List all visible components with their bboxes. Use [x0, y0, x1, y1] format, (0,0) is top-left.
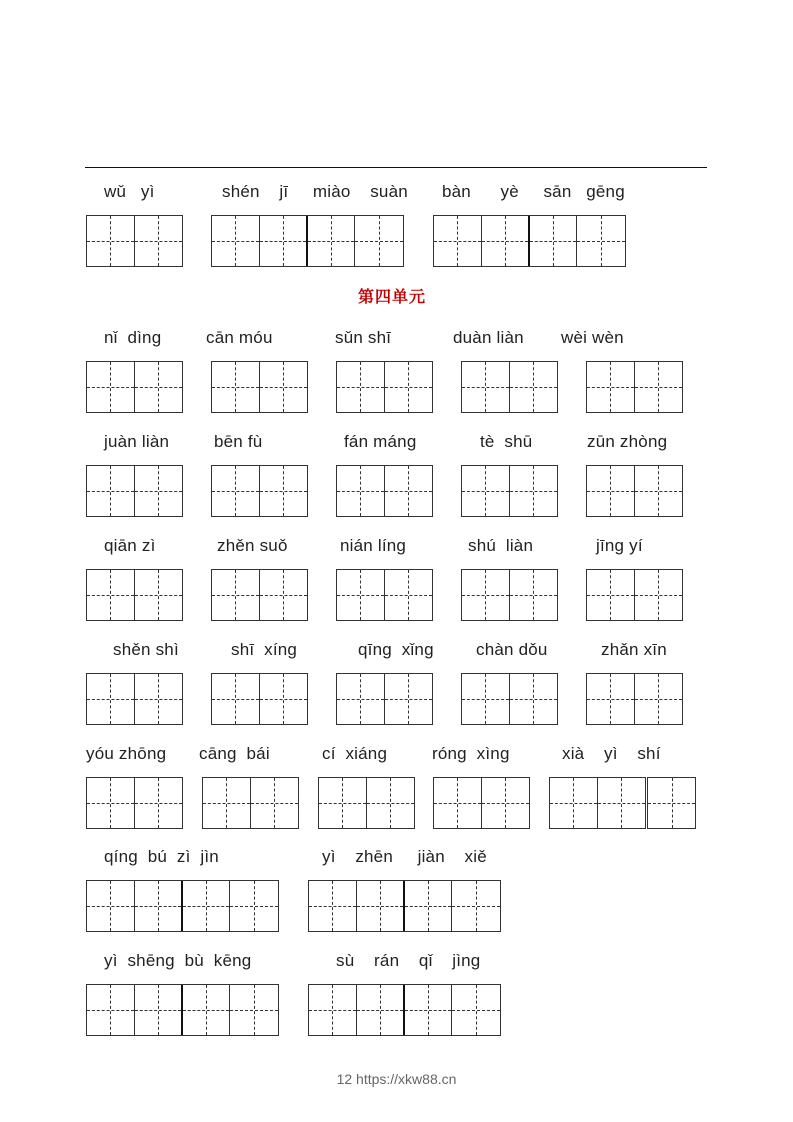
pinyin-label: xià yì shí	[562, 744, 661, 763]
writing-grid[interactable]	[461, 465, 558, 517]
tianzige-cell[interactable]	[319, 778, 367, 828]
tianzige-cell[interactable]	[385, 466, 433, 516]
tianzige-cell[interactable]	[462, 362, 510, 412]
tianzige-cell[interactable]	[135, 985, 183, 1035]
pinyin-label: fán máng	[344, 432, 417, 451]
tianzige-cell[interactable]	[337, 674, 385, 724]
tianzige-cell[interactable]	[309, 881, 357, 931]
tianzige-cell[interactable]	[587, 674, 635, 724]
tianzige-cell[interactable]	[355, 216, 403, 266]
tianzige-cell[interactable]	[405, 985, 453, 1035]
tianzige-cell[interactable]	[308, 216, 356, 266]
tianzige-cell[interactable]	[530, 216, 578, 266]
writing-grid[interactable]	[86, 465, 183, 517]
tianzige-cell[interactable]	[87, 778, 135, 828]
tianzige-cell[interactable]	[135, 778, 183, 828]
pinyin-label: shī xíng	[231, 640, 298, 659]
writing-grid[interactable]	[308, 880, 501, 932]
writing-grid[interactable]	[86, 880, 279, 932]
writing-grid[interactable]	[647, 777, 696, 829]
writing-grid[interactable]	[86, 673, 183, 725]
writing-grid[interactable]	[211, 465, 308, 517]
tianzige-cell[interactable]	[260, 466, 308, 516]
pinyin-label: sǔn shī	[335, 328, 392, 347]
tianzige-cell[interactable]	[183, 985, 231, 1035]
writing-grid[interactable]	[336, 361, 433, 413]
pinyin-label: zhěn suǒ	[217, 536, 288, 555]
writing-grid[interactable]	[86, 569, 183, 621]
tianzige-cell[interactable]	[309, 985, 357, 1035]
tianzige-cell[interactable]	[550, 778, 598, 828]
tianzige-cell[interactable]	[587, 362, 635, 412]
tianzige-cell[interactable]	[183, 881, 231, 931]
tianzige-cell[interactable]	[452, 881, 500, 931]
writing-grid[interactable]	[336, 673, 433, 725]
pinyin-label: qīng xǐng	[358, 640, 434, 659]
writing-grid[interactable]	[336, 465, 433, 517]
tianzige-cell[interactable]	[510, 466, 558, 516]
tianzige-cell[interactable]	[212, 362, 260, 412]
writing-grid[interactable]	[586, 673, 683, 725]
writing-grid[interactable]	[433, 215, 626, 267]
pinyin-label: zūn zhòng	[587, 432, 668, 451]
tianzige-cell[interactable]	[135, 674, 183, 724]
tianzige-cell[interactable]	[87, 570, 135, 620]
tianzige-cell[interactable]	[260, 674, 308, 724]
pinyin-label: zhǎn xīn	[601, 640, 667, 659]
tianzige-cell[interactable]	[212, 570, 260, 620]
tianzige-cell[interactable]	[87, 881, 135, 931]
pinyin-label: qíng bú zì jìn	[104, 847, 219, 866]
tianzige-cell[interactable]	[510, 674, 558, 724]
pinyin-label: yì zhēn jiàn xiě	[322, 847, 487, 866]
tianzige-cell[interactable]	[635, 674, 683, 724]
writing-grid[interactable]	[86, 777, 183, 829]
tianzige-cell[interactable]	[230, 985, 278, 1035]
tianzige-cell[interactable]	[482, 778, 530, 828]
writing-grid[interactable]	[86, 361, 183, 413]
pinyin-label: yóu zhōng	[86, 744, 167, 763]
pinyin-label: jīng yí	[596, 536, 643, 555]
tianzige-cell[interactable]	[135, 466, 183, 516]
writing-grid[interactable]	[211, 673, 308, 725]
tianzige-cell[interactable]	[337, 466, 385, 516]
tianzige-cell[interactable]	[510, 570, 558, 620]
tianzige-cell[interactable]	[212, 674, 260, 724]
pinyin-label: duàn liàn	[453, 328, 524, 347]
pinyin-label: juàn liàn	[104, 432, 170, 451]
tianzige-cell[interactable]	[385, 362, 433, 412]
tianzige-cell[interactable]	[135, 881, 183, 931]
tianzige-cell[interactable]	[587, 466, 635, 516]
writing-grid[interactable]	[586, 465, 683, 517]
tianzige-cell[interactable]	[367, 778, 415, 828]
pinyin-label: cí xiáng	[322, 744, 388, 763]
tianzige-cell[interactable]	[462, 466, 510, 516]
tianzige-cell[interactable]	[260, 216, 308, 266]
writing-grid[interactable]	[202, 777, 299, 829]
tianzige-cell[interactable]	[598, 778, 646, 828]
tianzige-cell[interactable]	[135, 570, 183, 620]
writing-grid[interactable]	[461, 569, 558, 621]
writing-grid[interactable]	[461, 673, 558, 725]
tianzige-cell[interactable]	[357, 881, 405, 931]
tianzige-cell[interactable]	[635, 570, 683, 620]
writing-grid[interactable]	[86, 984, 279, 1036]
pinyin-label: bàn yè sān gēng	[442, 182, 625, 201]
tianzige-cell[interactable]	[212, 466, 260, 516]
tianzige-cell[interactable]	[135, 216, 183, 266]
tianzige-cell[interactable]	[482, 216, 530, 266]
writing-grid[interactable]	[336, 569, 433, 621]
tianzige-cell[interactable]	[87, 466, 135, 516]
pinyin-label: shěn shì	[113, 640, 179, 659]
writing-grid[interactable]	[211, 569, 308, 621]
tianzige-cell[interactable]	[87, 362, 135, 412]
writing-grid[interactable]	[86, 215, 183, 267]
writing-grid[interactable]	[433, 777, 530, 829]
tianzige-cell[interactable]	[434, 778, 482, 828]
pinyin-label: qiān zì	[104, 536, 156, 555]
tianzige-cell[interactable]	[462, 674, 510, 724]
tianzige-cell[interactable]	[648, 778, 695, 828]
writing-grid[interactable]	[586, 361, 683, 413]
pinyin-label: wèi wèn	[561, 328, 624, 347]
writing-grid[interactable]	[318, 777, 415, 829]
tianzige-cell[interactable]	[212, 216, 260, 266]
tianzige-cell[interactable]	[337, 570, 385, 620]
pinyin-label: róng xìng	[432, 744, 510, 763]
pinyin-label: tè shū	[480, 432, 533, 451]
tianzige-cell[interactable]	[135, 362, 183, 412]
top-divider-line	[85, 167, 707, 168]
tianzige-cell[interactable]	[462, 570, 510, 620]
pinyin-label: chàn dǒu	[476, 640, 548, 659]
pinyin-label: cān móu	[206, 328, 273, 347]
tianzige-cell[interactable]	[260, 570, 308, 620]
pinyin-label: bēn fù	[214, 432, 263, 451]
tianzige-cell[interactable]	[251, 778, 299, 828]
tianzige-cell[interactable]	[337, 362, 385, 412]
writing-grid[interactable]	[549, 777, 646, 829]
pinyin-label: wǔ yì	[104, 182, 155, 201]
writing-grid[interactable]	[211, 215, 404, 267]
pinyin-label: shú liàn	[468, 536, 534, 555]
tianzige-cell[interactable]	[357, 985, 405, 1035]
tianzige-cell[interactable]	[510, 362, 558, 412]
tianzige-cell[interactable]	[587, 570, 635, 620]
tianzige-cell[interactable]	[203, 778, 251, 828]
tianzige-cell[interactable]	[230, 881, 278, 931]
pinyin-label: nǐ dìng	[104, 328, 162, 347]
pinyin-label: nián líng	[340, 536, 407, 555]
pinyin-label: sù rán qǐ jìng	[336, 951, 481, 970]
tianzige-cell[interactable]	[87, 985, 135, 1035]
tianzige-cell[interactable]	[452, 985, 500, 1035]
writing-grid[interactable]	[308, 984, 501, 1036]
tianzige-cell[interactable]	[87, 674, 135, 724]
tianzige-cell[interactable]	[87, 216, 135, 266]
pinyin-label: cāng bái	[199, 744, 270, 763]
tianzige-cell[interactable]	[635, 362, 683, 412]
writing-grid[interactable]	[461, 361, 558, 413]
tianzige-cell[interactable]	[385, 570, 433, 620]
pinyin-label: shén jī miào suàn	[222, 182, 408, 201]
tianzige-cell[interactable]	[434, 216, 482, 266]
tianzige-cell[interactable]	[260, 362, 308, 412]
unit-title: 第四单元	[358, 289, 427, 306]
tianzige-cell[interactable]	[385, 674, 433, 724]
tianzige-cell[interactable]	[635, 466, 683, 516]
tianzige-cell[interactable]	[405, 881, 453, 931]
tianzige-cell[interactable]	[577, 216, 625, 266]
writing-grid[interactable]	[586, 569, 683, 621]
page-footer: 12 https://xkw88.cn	[336, 1071, 457, 1087]
writing-grid[interactable]	[211, 361, 308, 413]
pinyin-label: yì shēng bù kēng	[104, 951, 252, 970]
